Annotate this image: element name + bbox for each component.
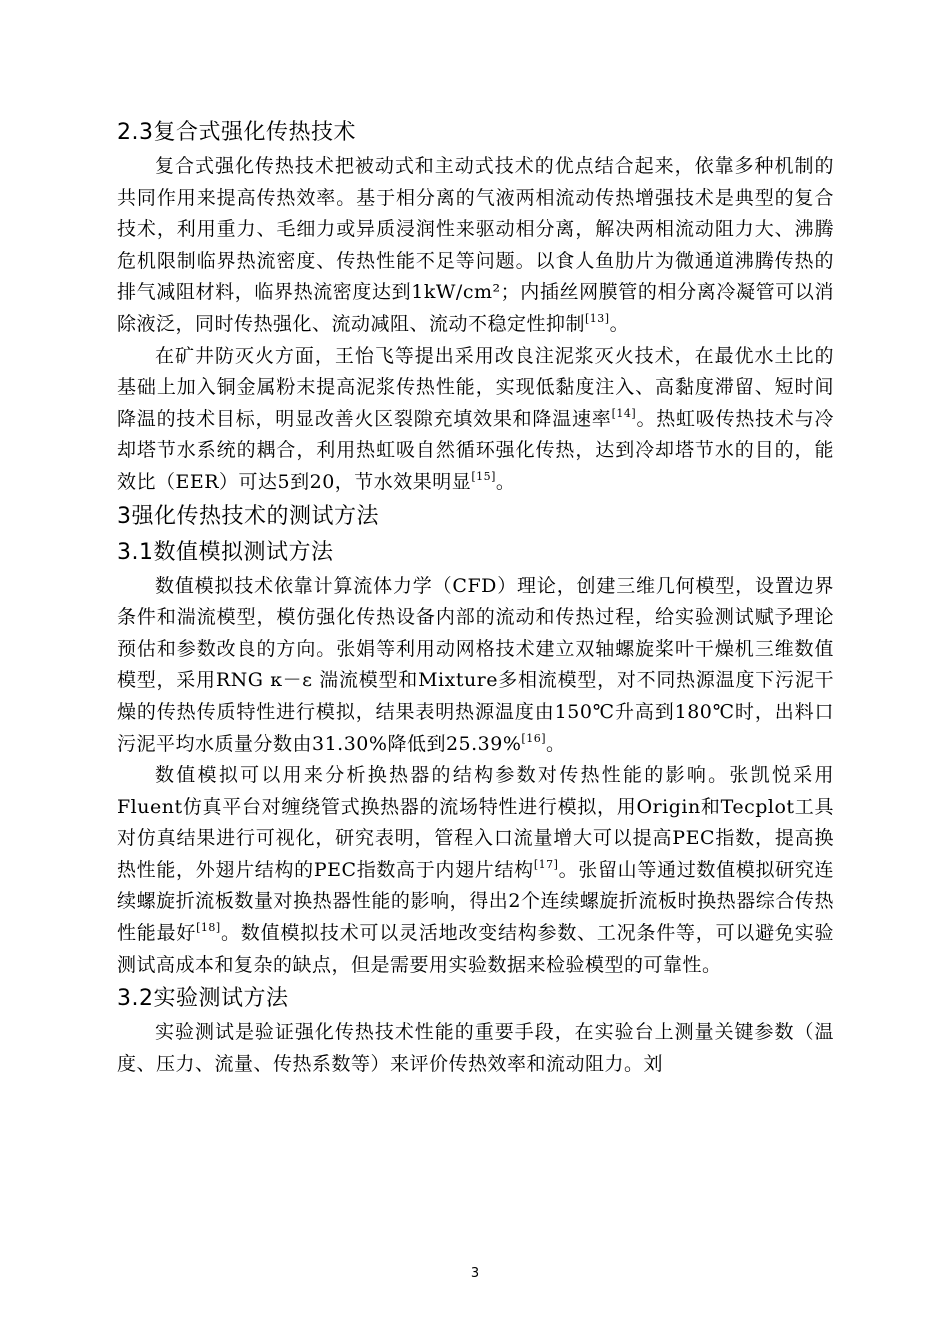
paragraph-text: 数值模拟可以用来分析换热器的结构参数对传热性能的影响。张凯悦采用Fluent仿真平台对缠绕管式换热器的流场特性进行模拟，用Origin和Tecplot工具对仿真结果进行可视化，研究表明，管程入口流量增大可以提高PEC指数，提高换热性能，外翅片结构的PEC指数高于内翅片结构 xyxy=(117,764,834,881)
citation: [15] xyxy=(471,469,496,483)
section-heading: 3强化传热技术的测试方法 xyxy=(117,503,379,529)
paragraph-text: 复合式强化传热技术把被动式和主动式技术的优点结合起来，依靠多种机制的共同作用来提高传热效率。基于相分离的气液两相流动传热增强技术是典型的复合技术，利用重力、毛细力或异质浸润性来驱动相分离，解决两相流动阻力大、沸腾危机限制临界热流密度、传热性能不足等问题。以食人鱼肋片为微通道沸腾传热的排气减阻材料，临界热流密度达到1kW/cm²；内插丝网膜管的相分离冷凝管可以消除液泛，同时传热强化、流动减阻、流动不稳定性抑制 xyxy=(117,155,834,335)
paragraph-text: 。 xyxy=(546,732,566,755)
paragraph xyxy=(117,571,834,761)
paragraph-text: 。热虹吸传热技术与冷却塔节水系统的耦合，利用热虹吸自然循环强化传热，达到冷却塔节水的目的，能效比（EER）可达5到20，节水效果明显 xyxy=(117,407,834,493)
paragraph-text: 实验测试是验证强化传热技术性能的重要手段，在实验台上测量关键参数（温度、压力、流量、传热系数等）来评价传热效率和流动阻力。刘 xyxy=(117,1021,834,1075)
page-number: 3 xyxy=(470,1266,480,1281)
citation: [18] xyxy=(196,921,221,935)
section-heading: 2.3复合式强化传热技术 xyxy=(117,120,356,145)
paragraph xyxy=(117,151,834,341)
citation: [13] xyxy=(585,311,610,325)
paragraph-text: 。 xyxy=(495,470,516,493)
section-heading: 3.2实验测试方法 xyxy=(117,986,289,1012)
section-heading: 3.1数值模拟测试方法 xyxy=(117,539,334,565)
citation: [14] xyxy=(611,406,637,420)
paragraph-text: 数值模拟技术依靠计算流体力学（CFD）理论，创建三维几何模型，设置边界条件和湍流模型，模仿强化传热设备内部的流动和传热过程，给实验测试赋予理论预估和参数改良的方向。张娟等利用动网格技术建立双轴螺旋桨叶干燥机三维数值模型，采用RNG κ－ε 湍流模型和Mixture多相流模型，对不同热源温度下污泥干燥的传热传质特性进行模拟，结果表明热源温度由150℃升高到180℃时，出料口污泥平均水质量分数由31.30%降低到25.39% xyxy=(117,574,834,755)
paragraph xyxy=(117,760,834,981)
citation: [16] xyxy=(521,731,546,745)
paragraph-text: 。张留山等通过数值模拟研究连续螺旋折流板数量对换热器性能的影响，得出2个连续螺旋折流板时换热器综合传热性能最好 xyxy=(117,858,834,945)
citation: [17] xyxy=(533,857,559,871)
body-text xyxy=(117,115,834,1080)
paragraph xyxy=(117,1017,834,1080)
paragraph-text: 。 xyxy=(609,312,630,335)
paragraph xyxy=(117,341,834,499)
paragraph-text: 。数值模拟技术可以灵活地改变结构参数、工况条件等，可以避免实验测试高成本和复杂的缺点，但是需要用实验数据来检验模型的可靠性。 xyxy=(117,922,834,976)
paragraph-text: 在矿井防灭火方面，王怡飞等提出采用改良注泥浆灭火技术，在最优水土比的基础上加入铜金属粉末提高泥浆传热性能，实现低黏度注入、高黏度滞留、短时间降温的技术目标，明显改善火区裂隙充填效果和降温速率 xyxy=(117,344,834,430)
